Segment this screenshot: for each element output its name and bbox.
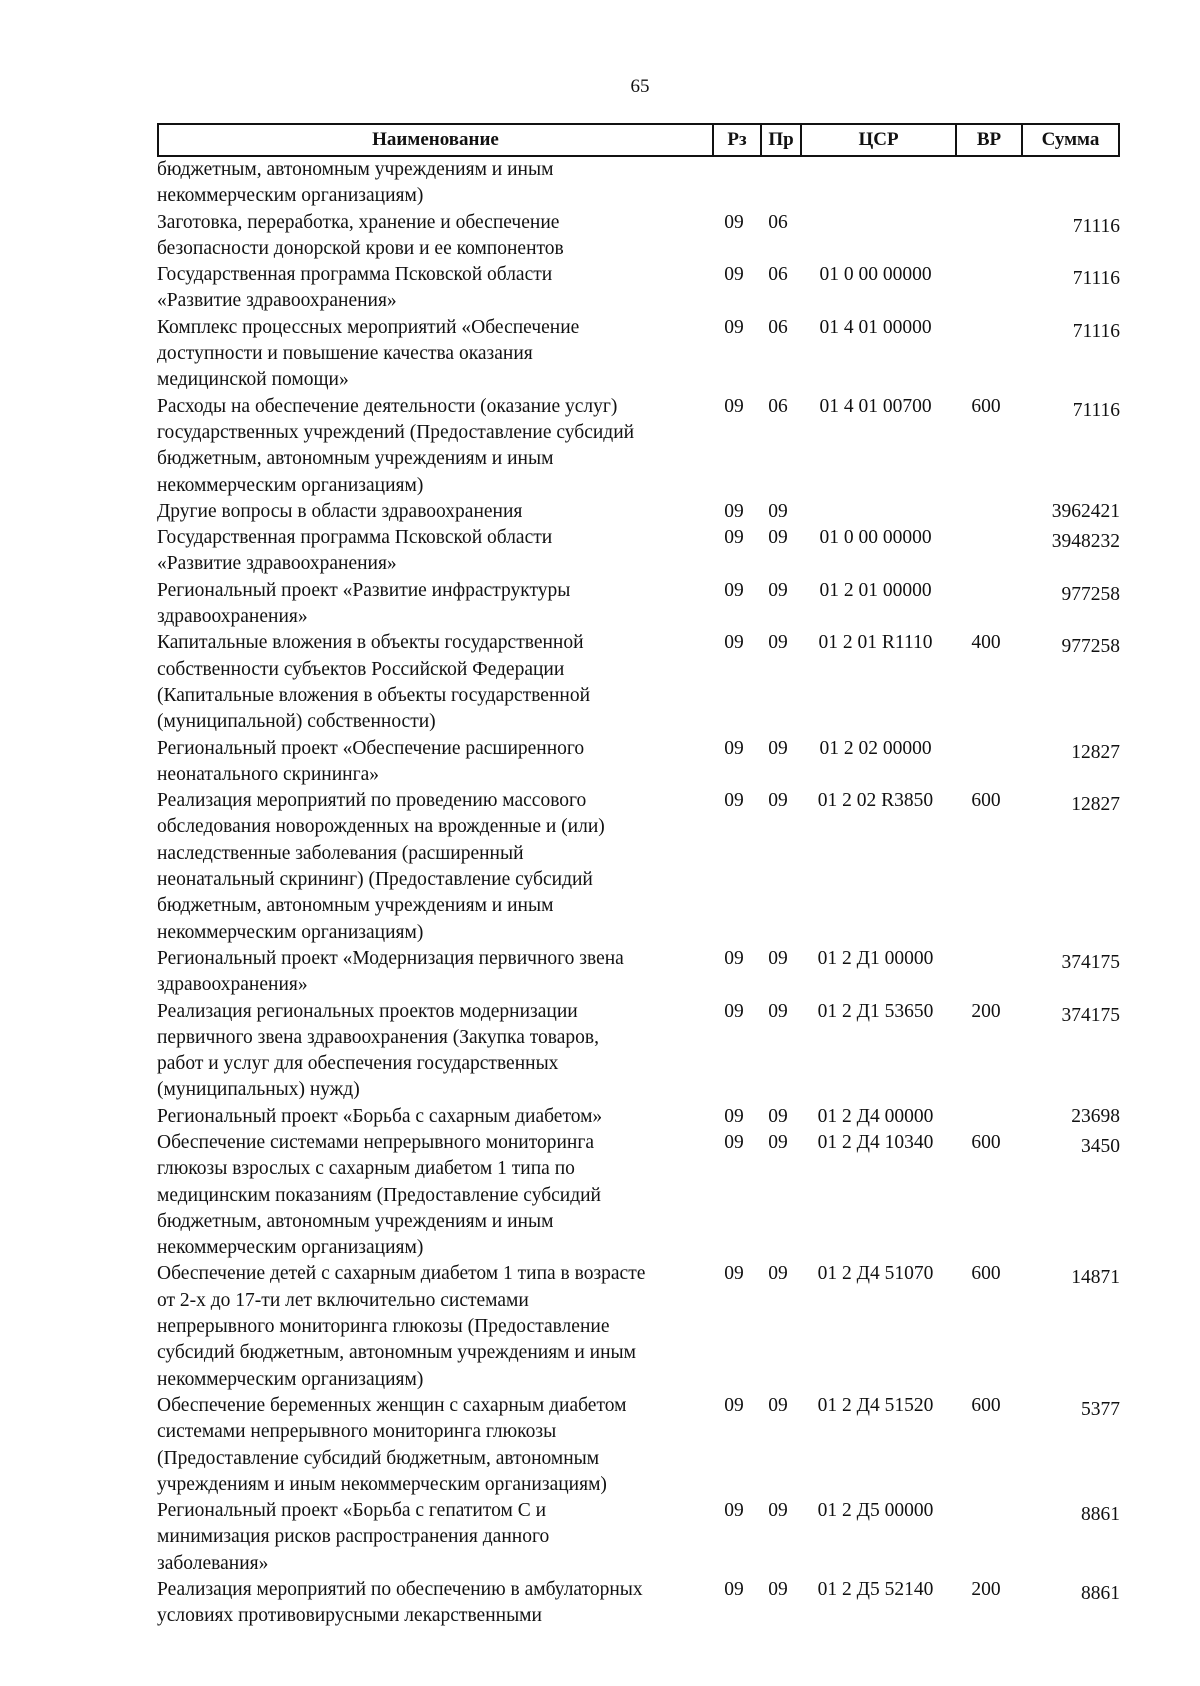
row-vr: 600	[971, 395, 1001, 417]
table-row	[157, 262, 1120, 315]
row-csr: 01 2 01 R1110	[818, 632, 933, 654]
row-name: Обеспечение системами непрерывного мониторинга глюкозы взрослых с сахарным диабетом 1 типа по медицинским показаниям (Предоставление субсидий бюджетным, автономным учреждениям и иным некоммерческим организациям)	[157, 1131, 601, 1259]
row-pr: 09	[768, 1394, 788, 1416]
row-sum: 5377	[1081, 1398, 1120, 1420]
row-sum: 71116	[1072, 320, 1120, 342]
row-pr: 09	[768, 1500, 788, 1522]
table-row	[157, 1393, 1120, 1498]
row-rz: 09	[724, 1105, 744, 1127]
row-name: Комплекс процессных мероприятий «Обеспечение доступности и повышение качества оказания медицинской помощи»	[157, 316, 580, 391]
row-pr: 09	[768, 737, 788, 759]
row-pr: 06	[768, 395, 788, 417]
row-rz: 09	[724, 790, 744, 812]
row-csr: 01 2 Д4 51070	[817, 1263, 934, 1285]
row-rz: 09	[724, 316, 744, 338]
table-row	[157, 525, 1120, 578]
row-name: Другие вопросы в области здравоохранения	[157, 500, 523, 522]
row-sum: 12827	[1071, 741, 1120, 763]
row-csr: 01 0 00 00000	[819, 527, 932, 549]
row-sum: 977258	[1061, 583, 1120, 605]
row-pr: 09	[768, 1131, 788, 1153]
row-vr: 600	[971, 1131, 1001, 1153]
row-sum: 14871	[1071, 1267, 1120, 1289]
row-name: Государственная программа Псковской области «Развитие здравоохранения»	[157, 264, 553, 312]
row-rz: 09	[724, 1263, 744, 1285]
row-pr: 06	[768, 316, 788, 338]
row-vr: 400	[971, 632, 1001, 654]
row-name: Заготовка, переработка, хранение и обеспечение безопасности донорской крови и ее компонентов	[157, 211, 564, 259]
table-row	[157, 630, 1120, 735]
row-rz: 09	[724, 500, 744, 522]
row-pr: 09	[768, 1105, 788, 1127]
row-pr: 06	[768, 264, 788, 286]
row-csr: 01 2 Д4 10340	[817, 1131, 934, 1153]
row-sum	[1019, 157, 1120, 161]
page-number: 65	[630, 76, 650, 97]
row-sum: 23698	[1071, 1105, 1120, 1127]
row-name: Капитальные вложения в объекты государственной собственности субъектов Российской Федерации (Капитальные вложения в объекты государственной (муниципальной) собственности)	[157, 632, 591, 733]
row-csr: 01 2 Д5 52140	[817, 1579, 934, 1601]
row-csr: 01 2 Д4 00000	[817, 1105, 934, 1127]
row-name: Обеспечение детей с сахарным диабетом 1 типа в возрасте от 2-х до 17-ти лет включительно системами непрерывного мониторинга глюкозы (Предоставление субсидий бюджетным, автономным учреждениям и иным некоммерческим организациям)	[157, 1263, 646, 1390]
row-rz: 09	[724, 527, 744, 549]
row-rz: 09	[724, 632, 744, 654]
table-row	[157, 999, 1120, 1104]
row-pr: 09	[768, 947, 788, 969]
table-row	[157, 1498, 1120, 1577]
header-pr: Пр	[760, 125, 800, 155]
row-name: Государственная программа Псковской области «Развитие здравоохранения»	[157, 527, 553, 575]
row-csr: 01 0 00 00000	[819, 264, 932, 286]
table-row	[157, 1104, 1120, 1130]
table-row	[157, 315, 1120, 394]
row-csr: 01 4 01 00700	[819, 395, 932, 417]
row-pr: 09	[768, 527, 788, 549]
table-row	[157, 788, 1120, 946]
row-csr: 01 2 Д4 51520	[817, 1394, 934, 1416]
table-row	[157, 946, 1120, 999]
row-csr: 01 2 Д5 00000	[817, 1500, 934, 1522]
table-row	[157, 1261, 1120, 1392]
row-vr: 200	[971, 1000, 1001, 1022]
table-body	[157, 157, 1120, 1630]
row-name: Расходы на обеспечение деятельности (оказание услуг) государственных учреждений (Предоставление субсидий бюджетным, автономным учреждениям и иным некоммерческим организациям)	[157, 395, 635, 496]
row-sum: 71116	[1072, 215, 1120, 237]
row-rz: 09	[724, 1500, 744, 1522]
row-sum: 374175	[1061, 1004, 1120, 1026]
row-vr: 600	[971, 1263, 1001, 1285]
row-pr: 09	[768, 1000, 788, 1022]
table-row	[157, 499, 1120, 525]
row-rz: 09	[724, 1000, 744, 1022]
table-row	[157, 736, 1120, 789]
table-header	[157, 123, 1120, 157]
row-csr: 01 4 01 00000	[819, 316, 932, 338]
header-vr: ВР	[955, 125, 1021, 155]
row-name: Реализация мероприятий по обеспечению в амбулаторных условиях противовирусными лекарственными	[157, 1579, 643, 1627]
row-csr: 01 2 02 R3850	[817, 790, 934, 812]
table-row	[157, 394, 1120, 499]
row-name: Региональный проект «Развитие инфраструктуры здравоохранения»	[157, 579, 571, 628]
row-sum: 3962421	[1051, 500, 1120, 522]
row-rz: 09	[724, 1579, 744, 1601]
row-name: бюджетным, автономным учреждениям и иным некоммерческим организациям)	[157, 159, 554, 207]
row-pr: 09	[768, 1579, 788, 1601]
row-name: Региональный проект «Модернизация первичного звена здравоохранения»	[157, 947, 624, 996]
header-rz: Рз	[712, 125, 760, 155]
row-csr: 01 2 Д1 53650	[817, 1000, 934, 1022]
row-sum: 8861	[1081, 1583, 1120, 1605]
table-row	[157, 578, 1120, 631]
row-sum: 977258	[1061, 636, 1120, 658]
row-sum: 3948232	[1051, 531, 1120, 553]
row-name: Реализация мероприятий по проведению массового обследования новорожденных на врожденные и (или) наследственные заболевания (расширенный неонатальный скрининг) (Предоставление субсидий бюджетным, автономным учреждениям и иным некоммерческим организациям)	[157, 790, 605, 943]
row-vr: 600	[971, 1394, 1001, 1416]
row-rz: 09	[724, 737, 744, 759]
row-name: Обеспечение беременных женщин с сахарным диабетом системами непрерывного мониторинга глюкозы (Предоставление субсидий бюджетным, автономным учреждениям и иным некоммерческим организациям)	[157, 1394, 627, 1495]
row-csr: 01 2 01 00000	[819, 579, 932, 601]
header-csr: ЦСР	[800, 125, 955, 155]
row-sum: 374175	[1061, 951, 1120, 973]
row-sum: 3450	[1081, 1135, 1120, 1157]
row-name: Региональный проект «Обеспечение расширенного неонатального скрининга»	[157, 737, 585, 785]
row-sum: 12827	[1071, 794, 1120, 816]
row-rz: 09	[724, 211, 744, 233]
row-pr: 09	[768, 579, 788, 601]
row-rz: 09	[724, 395, 744, 417]
row-pr: 09	[768, 632, 788, 654]
row-pr: 09	[768, 1263, 788, 1285]
row-name: Реализация региональных проектов модернизации первичного звена здравоохранения (Закупка товаров, работ и услуг для обеспечения государственных (муниципальных) нужд)	[157, 1000, 599, 1101]
header-sum: Сумма	[1021, 125, 1118, 155]
row-vr: 600	[971, 790, 1001, 812]
row-pr: 09	[768, 790, 788, 812]
row-vr: 200	[971, 1579, 1001, 1601]
row-csr: 01 2 Д1 00000	[817, 947, 934, 969]
table-row	[157, 157, 1120, 210]
row-name: Региональный проект «Борьба с гепатитом С и минимизация рисков распространения данного заболевания»	[157, 1500, 550, 1574]
row-name: Региональный проект «Борьба с сахарным диабетом»	[157, 1105, 603, 1127]
table-row	[157, 210, 1120, 263]
row-rz: 09	[724, 947, 744, 969]
row-pr: 06	[768, 211, 788, 233]
row-rz: 09	[724, 1394, 744, 1416]
row-sum: 71116	[1072, 399, 1120, 421]
row-pr: 09	[768, 500, 788, 522]
table-row	[157, 1130, 1120, 1261]
row-rz: 09	[724, 264, 744, 286]
row-rz: 09	[724, 1131, 744, 1153]
table-row	[157, 1577, 1120, 1630]
row-rz: 09	[724, 579, 744, 601]
row-sum: 71116	[1072, 268, 1120, 290]
row-csr: 01 2 02 00000	[819, 737, 932, 759]
header-name: Наименование	[372, 129, 499, 150]
row-sum: 8861	[1081, 1504, 1120, 1526]
